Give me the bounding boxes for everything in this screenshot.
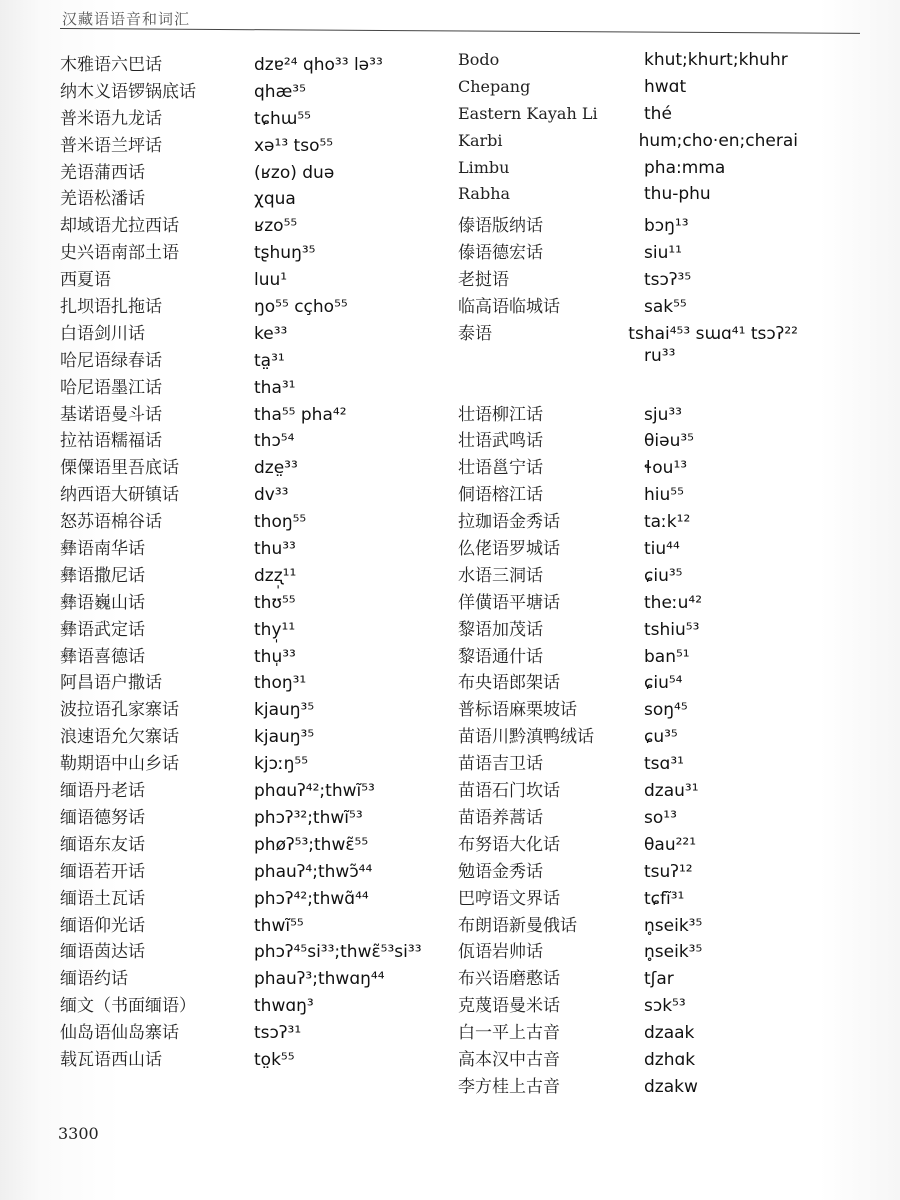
language-name: 布朗语新曼俄话 <box>458 915 577 936</box>
entry-row <box>60 884 455 911</box>
entry-row <box>458 292 798 319</box>
entry-row <box>458 722 798 749</box>
left-column <box>60 50 455 1072</box>
language-name: 史兴语南部土语 <box>60 243 179 264</box>
entry-row <box>458 158 798 185</box>
entry-row <box>458 830 798 857</box>
entry-row <box>458 77 798 104</box>
entry-row <box>458 319 798 346</box>
language-name: 普米语兰坪话 <box>60 135 162 156</box>
entry-row <box>60 453 455 480</box>
word-form: hiu⁵⁵ <box>644 485 684 506</box>
word-form: dzau³¹ <box>644 781 699 802</box>
entry-row <box>458 453 798 480</box>
entry-row <box>60 1018 455 1045</box>
language-name: Chepang <box>458 76 531 96</box>
entry-row <box>458 184 798 211</box>
word-form: tshai⁴⁵³ sɯɑ⁴¹ tsɔʔ²² <box>628 323 798 344</box>
entry-row <box>60 991 455 1018</box>
language-name: 羌语松潘话 <box>60 189 145 210</box>
word-form: hum;cho·en;cherai <box>638 130 798 151</box>
word-form: phɔʔ³²;thwĩ⁵³ <box>254 807 363 828</box>
word-form: n̥seik³⁵ <box>644 942 703 963</box>
page-number: 3300 <box>58 1124 99 1143</box>
entry-row <box>60 642 455 669</box>
language-name: 彝语武定话 <box>60 619 145 640</box>
language-name: 临高语临城话 <box>458 297 560 318</box>
entry-row <box>458 104 798 131</box>
word-form: thwĩ⁵⁵ <box>254 915 304 936</box>
entry-row <box>458 265 798 292</box>
language-name: 傈僳语里吾底话 <box>60 458 179 479</box>
word-form: phɑuʔ⁴²;thwĩ⁵³ <box>254 781 375 802</box>
language-name: 仫佬语罗城话 <box>458 539 560 560</box>
language-name: 缅语仰光话 <box>60 915 145 936</box>
entry-row <box>60 265 455 292</box>
entry-row <box>458 884 798 911</box>
language-name: Eastern Kayah Li <box>458 103 598 123</box>
word-form: khut;khurt;khuhr <box>644 50 788 70</box>
language-name: 佤语岩帅话 <box>458 942 543 963</box>
word-form: dzʐ̩¹¹ <box>254 565 297 586</box>
language-name: 佯僙语平塘话 <box>458 592 560 613</box>
entry-row <box>60 426 455 453</box>
entry-row <box>458 480 798 507</box>
word-form: thʊ⁵⁵ <box>254 592 296 613</box>
entry-row <box>60 77 455 104</box>
language-name: 缅语德努话 <box>60 807 145 828</box>
word-form: thy̩¹¹ <box>254 619 296 640</box>
language-name: 缅语土瓦话 <box>60 888 145 909</box>
entry-row <box>458 642 798 669</box>
running-head-title: 汉藏语语音和词汇 <box>62 10 191 28</box>
language-name: 苗语川黔滇鸭绒话 <box>458 727 594 748</box>
entry-row <box>60 319 455 346</box>
word-form: ɕiu³⁵ <box>644 565 683 586</box>
language-name: 傣语版纳话 <box>458 216 543 237</box>
language-name: 壮语柳江话 <box>458 404 543 425</box>
entry-row <box>458 1018 798 1045</box>
language-name: 浪速语允欠寨话 <box>60 727 179 748</box>
entry-row <box>60 668 455 695</box>
entry-row <box>60 776 455 803</box>
entry-row <box>60 695 455 722</box>
word-form: tɕfĩ³¹ <box>644 888 685 909</box>
language-name: 纳西语大研镇话 <box>60 485 179 506</box>
language-name: 傣语德宏话 <box>458 243 543 264</box>
word-form: to̤k⁵⁵ <box>254 1049 295 1070</box>
language-name: 苗语吉卫话 <box>458 754 543 775</box>
word-form: dzakw <box>644 1076 698 1097</box>
language-name: 水语三洞话 <box>458 565 543 586</box>
entry-row <box>458 507 798 534</box>
word-form: thoŋ³¹ <box>254 673 307 694</box>
language-name: 载瓦语西山话 <box>60 1049 162 1070</box>
word-form: (ʁzo) duə <box>254 162 335 183</box>
word-form: theːu⁴² <box>644 592 703 613</box>
entry-row <box>60 480 455 507</box>
right-column <box>458 50 798 1099</box>
entry-row <box>60 507 455 534</box>
language-name: 布努语大化话 <box>458 834 560 855</box>
word-form: thu̩³³ <box>254 646 296 667</box>
language-name: 拉珈语金秀话 <box>458 512 560 533</box>
language-name: 却域语尤拉西话 <box>60 216 179 237</box>
entry-row <box>458 238 798 265</box>
language-name: 普米语九龙话 <box>60 108 162 129</box>
language-name: 白一平上古音 <box>458 1023 560 1044</box>
language-name: 布兴语磨憨话 <box>458 969 560 990</box>
word-form: thu³³ <box>254 539 296 560</box>
word-form: ŋo⁵⁵ cçho⁵⁵ <box>254 297 348 318</box>
language-name: 壮语邕宁话 <box>458 458 543 479</box>
entry-row <box>458 1072 798 1099</box>
language-name: 缅语丹老话 <box>60 781 145 802</box>
word-form: siu¹¹ <box>644 243 682 264</box>
word-form: dv³³ <box>254 485 289 506</box>
language-name: 老挝语 <box>458 270 509 291</box>
entry-row <box>458 346 798 373</box>
entry-row <box>60 722 455 749</box>
entry-row <box>458 749 798 776</box>
language-name: 布央语郎架话 <box>458 673 560 694</box>
language-name: 羌语蒲西话 <box>60 162 145 183</box>
word-form: tha⁵⁵ pha⁴² <box>254 404 347 425</box>
language-name: 巴哼语文界话 <box>458 888 560 909</box>
word-form: kjauŋ³⁵ <box>254 727 315 748</box>
word-form: χqua <box>254 189 296 210</box>
entry-row <box>60 292 455 319</box>
word-form: tiu⁴⁴ <box>644 539 680 560</box>
entry-row <box>60 803 455 830</box>
language-name: Rabha <box>458 184 511 204</box>
language-name: Limbu <box>458 157 510 177</box>
entry-row <box>458 534 798 561</box>
language-name: 勒期语中山乡话 <box>60 754 179 775</box>
word-form: qhæ³⁵ <box>254 81 306 102</box>
entry-row <box>458 668 798 695</box>
word-form: soŋ⁴⁵ <box>644 700 688 721</box>
language-name: Bodo <box>458 50 500 69</box>
word-form: tʂhuŋ³⁵ <box>254 243 316 264</box>
word-form: tsɔʔ³⁵ <box>644 270 692 291</box>
word-form: θiəu³⁵ <box>644 431 694 452</box>
entry-row <box>60 561 455 588</box>
entry-row <box>60 857 455 884</box>
entry-row <box>458 776 798 803</box>
entry-row <box>60 346 455 373</box>
entry-row <box>60 749 455 776</box>
word-form: sak⁵⁵ <box>644 297 687 318</box>
word-form: luu¹ <box>254 270 288 291</box>
word-form: tʃar <box>644 969 674 990</box>
word-form: taːk¹² <box>644 512 691 533</box>
word-form: tshiu⁵³ <box>644 619 700 640</box>
language-name: 缅语东友话 <box>60 834 145 855</box>
word-form: hwɑt <box>644 76 687 97</box>
language-name: 波拉语孔家寨话 <box>60 700 179 721</box>
word-form: dze̤³³ <box>254 458 298 479</box>
word-form: ɕiu⁵⁴ <box>644 673 683 694</box>
language-name: 哈尼语绿春话 <box>60 350 162 371</box>
word-form: tsɑ³¹ <box>644 754 684 775</box>
word-form: phɔʔ⁴⁵si³³;thwɛ̃⁵³si³³ <box>254 942 422 963</box>
entry-row <box>60 937 455 964</box>
header-rule <box>60 28 860 34</box>
word-form: thu-phu <box>644 184 711 205</box>
language-name: 黎语通什话 <box>458 646 543 667</box>
entry-row <box>60 615 455 642</box>
language-name: 西夏语 <box>60 270 111 291</box>
language-name: 缅文（书面缅语） <box>60 996 196 1017</box>
word-form: tɕhɯ⁵⁵ <box>254 108 311 129</box>
entry-row <box>458 400 798 427</box>
entry-row <box>458 588 798 615</box>
word-form: ɕu³⁵ <box>644 727 678 748</box>
word-form: kjauŋ³⁵ <box>254 700 315 721</box>
entry-row <box>458 857 798 884</box>
entry-row <box>60 158 455 185</box>
language-name: 缅语茵达话 <box>60 942 145 963</box>
language-name: 泰语 <box>458 323 492 344</box>
word-form: n̥seik³⁵ <box>644 915 703 936</box>
entry-row <box>458 131 798 158</box>
entry-row <box>458 50 798 77</box>
language-name: 纳木义语锣锅底话 <box>60 81 196 102</box>
language-name: 彝语南华话 <box>60 539 145 560</box>
language-name: 缅语约话 <box>60 969 128 990</box>
language-name: 克蔑语曼米话 <box>458 996 560 1017</box>
entry-row <box>60 211 455 238</box>
language-name: 苗语石门坎话 <box>458 781 560 802</box>
language-name: 哈尼语墨江话 <box>60 377 162 398</box>
language-name: 黎语加茂话 <box>458 619 543 640</box>
language-name: 仙岛语仙岛寨话 <box>60 1023 179 1044</box>
entry-row <box>458 1045 798 1072</box>
entry-row <box>60 104 455 131</box>
entry-row <box>60 400 455 427</box>
language-name: 彝语巍山话 <box>60 592 145 613</box>
language-name: 彝语撒尼话 <box>60 565 145 586</box>
entry-row <box>60 50 455 77</box>
word-form: ke³³ <box>254 323 288 344</box>
word-form: thoŋ⁵⁵ <box>254 512 307 533</box>
word-form: pha:mma <box>644 157 726 178</box>
word-form: sju³³ <box>644 404 682 425</box>
word-form: ɬou¹³ <box>644 458 688 479</box>
entry-row <box>458 615 798 642</box>
language-name: 壮语武鸣话 <box>458 431 543 452</box>
group-spacer <box>458 373 798 400</box>
word-form: phøʔ⁵³;thwɛ̃⁵⁵ <box>254 834 369 855</box>
entry-row <box>60 1045 455 1072</box>
language-name: 缅语若开话 <box>60 861 145 882</box>
entry-row <box>60 534 455 561</box>
word-form: tsɔʔ³¹ <box>254 1023 302 1044</box>
language-name: 怒苏语棉谷话 <box>60 512 162 533</box>
entry-row <box>458 426 798 453</box>
entry-row <box>60 238 455 265</box>
language-name: 扎坝语扎拖话 <box>60 297 162 318</box>
word-form: so¹³ <box>644 807 677 828</box>
entry-row <box>60 964 455 991</box>
entry-row <box>60 830 455 857</box>
language-name: 李方桂上古音 <box>458 1076 560 1097</box>
entry-row <box>60 911 455 938</box>
word-form: ban⁵¹ <box>644 646 690 667</box>
word-form: bɔŋ¹³ <box>644 216 689 237</box>
language-name: 基诺语曼斗话 <box>60 404 162 425</box>
word-form: thé <box>644 103 672 124</box>
word-form: tsuʔ¹² <box>644 861 693 882</box>
word-form: thwɑŋ³ <box>254 996 314 1017</box>
language-name: 勉语金秀话 <box>458 861 543 882</box>
word-form: dzaak <box>644 1023 695 1044</box>
entry-row <box>458 937 798 964</box>
language-name: 木雅语六巴话 <box>60 55 162 75</box>
word-form: phauʔ³;thwɑŋ⁴⁴ <box>254 969 385 990</box>
entry-row <box>60 131 455 158</box>
entry-row <box>60 373 455 400</box>
word-form: thɔ⁵⁴ <box>254 431 295 452</box>
language-name: 白语剑川话 <box>60 323 145 344</box>
language-name: 普标语麻栗坡话 <box>458 700 577 721</box>
entry-row <box>458 991 798 1018</box>
language-name: 高本汉中古音 <box>458 1049 560 1070</box>
word-form: dzhɑk <box>644 1049 696 1070</box>
word-form: xə¹³ tso⁵⁵ <box>254 135 334 156</box>
entry-row <box>60 588 455 615</box>
word-form: sɔk⁵³ <box>644 996 686 1017</box>
entry-row <box>458 561 798 588</box>
language-name: 彝语喜德话 <box>60 646 145 667</box>
language-name: 拉祜语糯福话 <box>60 431 162 452</box>
language-name: 苗语养蒿话 <box>458 807 543 828</box>
word-form: θau²²¹ <box>644 834 697 855</box>
entry-row <box>458 964 798 991</box>
language-name: 阿昌语户撒话 <box>60 673 162 694</box>
word-form: ta̤³¹ <box>254 350 285 371</box>
entry-row <box>60 184 455 211</box>
entry-row <box>458 695 798 722</box>
word-form: ʁzo⁵⁵ <box>254 216 298 237</box>
word-form: phɔʔ⁴²;thwɑ̃⁴⁴ <box>254 888 369 909</box>
entry-row <box>458 211 798 238</box>
word-form: kjɔːŋ⁵⁵ <box>254 754 309 775</box>
word-form: phauʔ⁴;thwɔ̃⁴⁴ <box>254 861 373 882</box>
word-form: dzɐ²⁴ qho³³ lə³³ <box>254 55 383 75</box>
entry-row <box>458 911 798 938</box>
entry-row <box>458 803 798 830</box>
word-form: tha³¹ <box>254 377 296 398</box>
word-form: ru³³ <box>644 345 676 366</box>
language-name: Karbi <box>458 130 503 150</box>
language-name: 侗语榕江话 <box>458 485 543 506</box>
